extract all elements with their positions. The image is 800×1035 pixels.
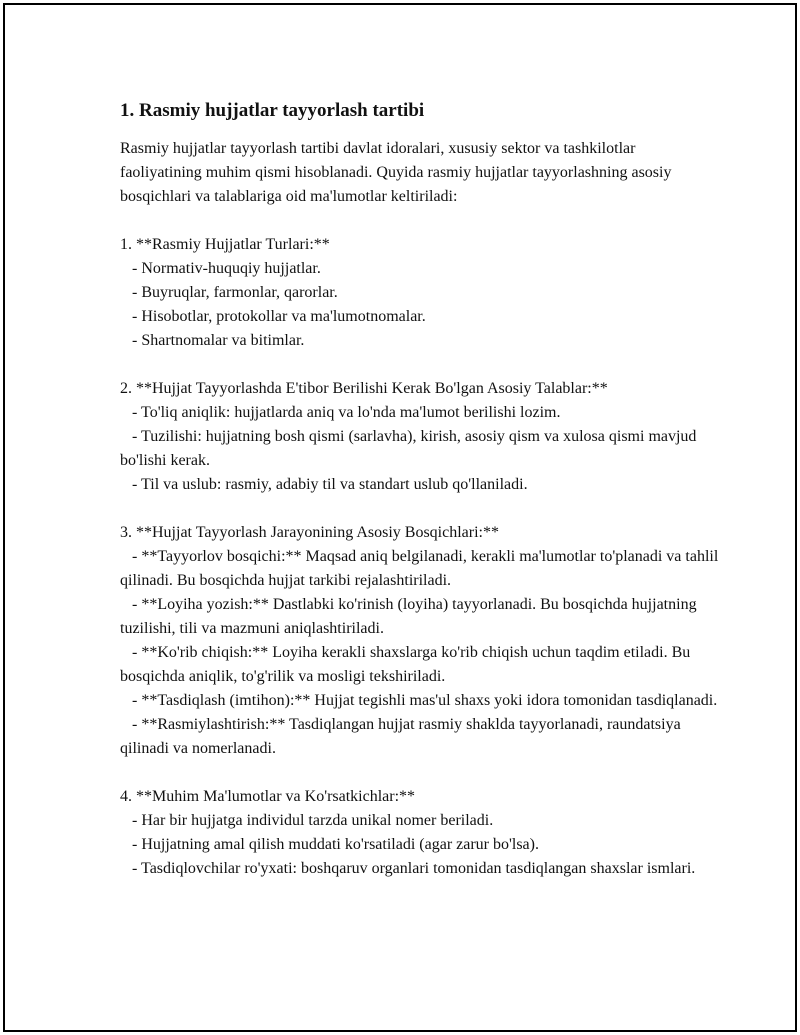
list-item: - Normativ-huquqiy hujjatlar. bbox=[120, 260, 321, 277]
document-heading: 1. Rasmiy hujjatlar tayyorlash tartibi bbox=[120, 100, 425, 121]
list-item: - **Tayyorlov bosqichi:** Maqsad aniq belgilanadi, kerakli ma'lumotlar to'planadi va tahlil qilinadi. Bu bosqichda hujjat tarkibi rejalashtiriladi. bbox=[120, 548, 723, 589]
list-item: - **Tasdiqlash (imtihon):** Hujjat tegishli mas'ul shaxs yoki idora tomonidan tasdiqlanadi. bbox=[120, 692, 718, 709]
section-title: 4. **Muhim Ma'lumotlar va Ko'rsatkichlar:** bbox=[120, 788, 416, 805]
list-item: - To'liq aniqlik: hujjatlarda aniq va lo'nda ma'lumot berilishi lozim. bbox=[120, 404, 561, 421]
list-item: - **Loyiha yozish:** Dastlabki ko'rinish (loyiha) tayyorlanadi. Bu bosqichda hujjatning tuzilishi, tili va mazmuni aniqlashtiriladi. bbox=[120, 596, 701, 637]
section-title: 2. **Hujjat Tayyorlashda E'tibor Berilishi Kerak Bo'lgan Asosiy Talablar:** bbox=[120, 380, 608, 397]
list-item: - **Ko'rib chiqish:** Loyiha kerakli shaxslarga ko'rib chiqish uchun taqdim etiladi. Bu bosqichda aniqlik, to'g'rilik va mosligi tekshiriladi. bbox=[120, 644, 695, 685]
list-item: - Hisobotlar, protokollar va ma'lumotnomalar. bbox=[120, 308, 426, 325]
list-item: - Hujjatning amal qilish muddati ko'rsatiladi (agar zarur bo'lsa). bbox=[120, 836, 539, 853]
section-title: 1. **Rasmiy Hujjatlar Turlari:** bbox=[120, 236, 330, 253]
document-content bbox=[120, 98, 723, 881]
list-item: - Buyruqlar, farmonlar, qarorlar. bbox=[120, 284, 338, 301]
section-important-info bbox=[120, 785, 720, 881]
intro-paragraph: Rasmiy hujjatlar tayyorlash tartibi davlat idoralari, xususiy sektor va tashkilotlar faoliyatining muhim qismi hisoblanadi. Quyida rasmiy hujjatlar tayyorlashning asosiy bosqichlari va talablariga oid ma'lumotlar keltiriladi: bbox=[120, 140, 672, 205]
list-item: - Tuzilishi: hujjatning bosh qismi (sarlavha), kirish, asosiy qism va xulosa qismi mavjud bo'lishi kerak. bbox=[120, 428, 701, 469]
list-item: - **Rasmiylashtirish:** Tasdiqlangan hujjat rasmiy shaklda tayyorlanadi, raundatsiya qilinadi va nomerlanadi. bbox=[120, 716, 685, 757]
document-page bbox=[3, 3, 797, 1032]
list-item: - Shartnomalar va bitimlar. bbox=[120, 332, 305, 349]
list-item: - Til va uslub: rasmiy, adabiy til va standart uslub qo'llaniladi. bbox=[120, 476, 528, 493]
section-requirements bbox=[120, 377, 720, 497]
section-title: 3. **Hujjat Tayyorlash Jarayonining Asosiy Bosqichlari:** bbox=[120, 524, 499, 541]
section-types bbox=[120, 233, 720, 353]
list-item: - Tasdiqlovchilar ro'yxati: boshqaruv organlari tomonidan tasdiqlangan shaxslar ismlari. bbox=[120, 860, 696, 877]
list-item: - Har bir hujjatga individul tarzda unikal nomer beriladi. bbox=[120, 812, 494, 829]
section-stages bbox=[120, 521, 723, 761]
